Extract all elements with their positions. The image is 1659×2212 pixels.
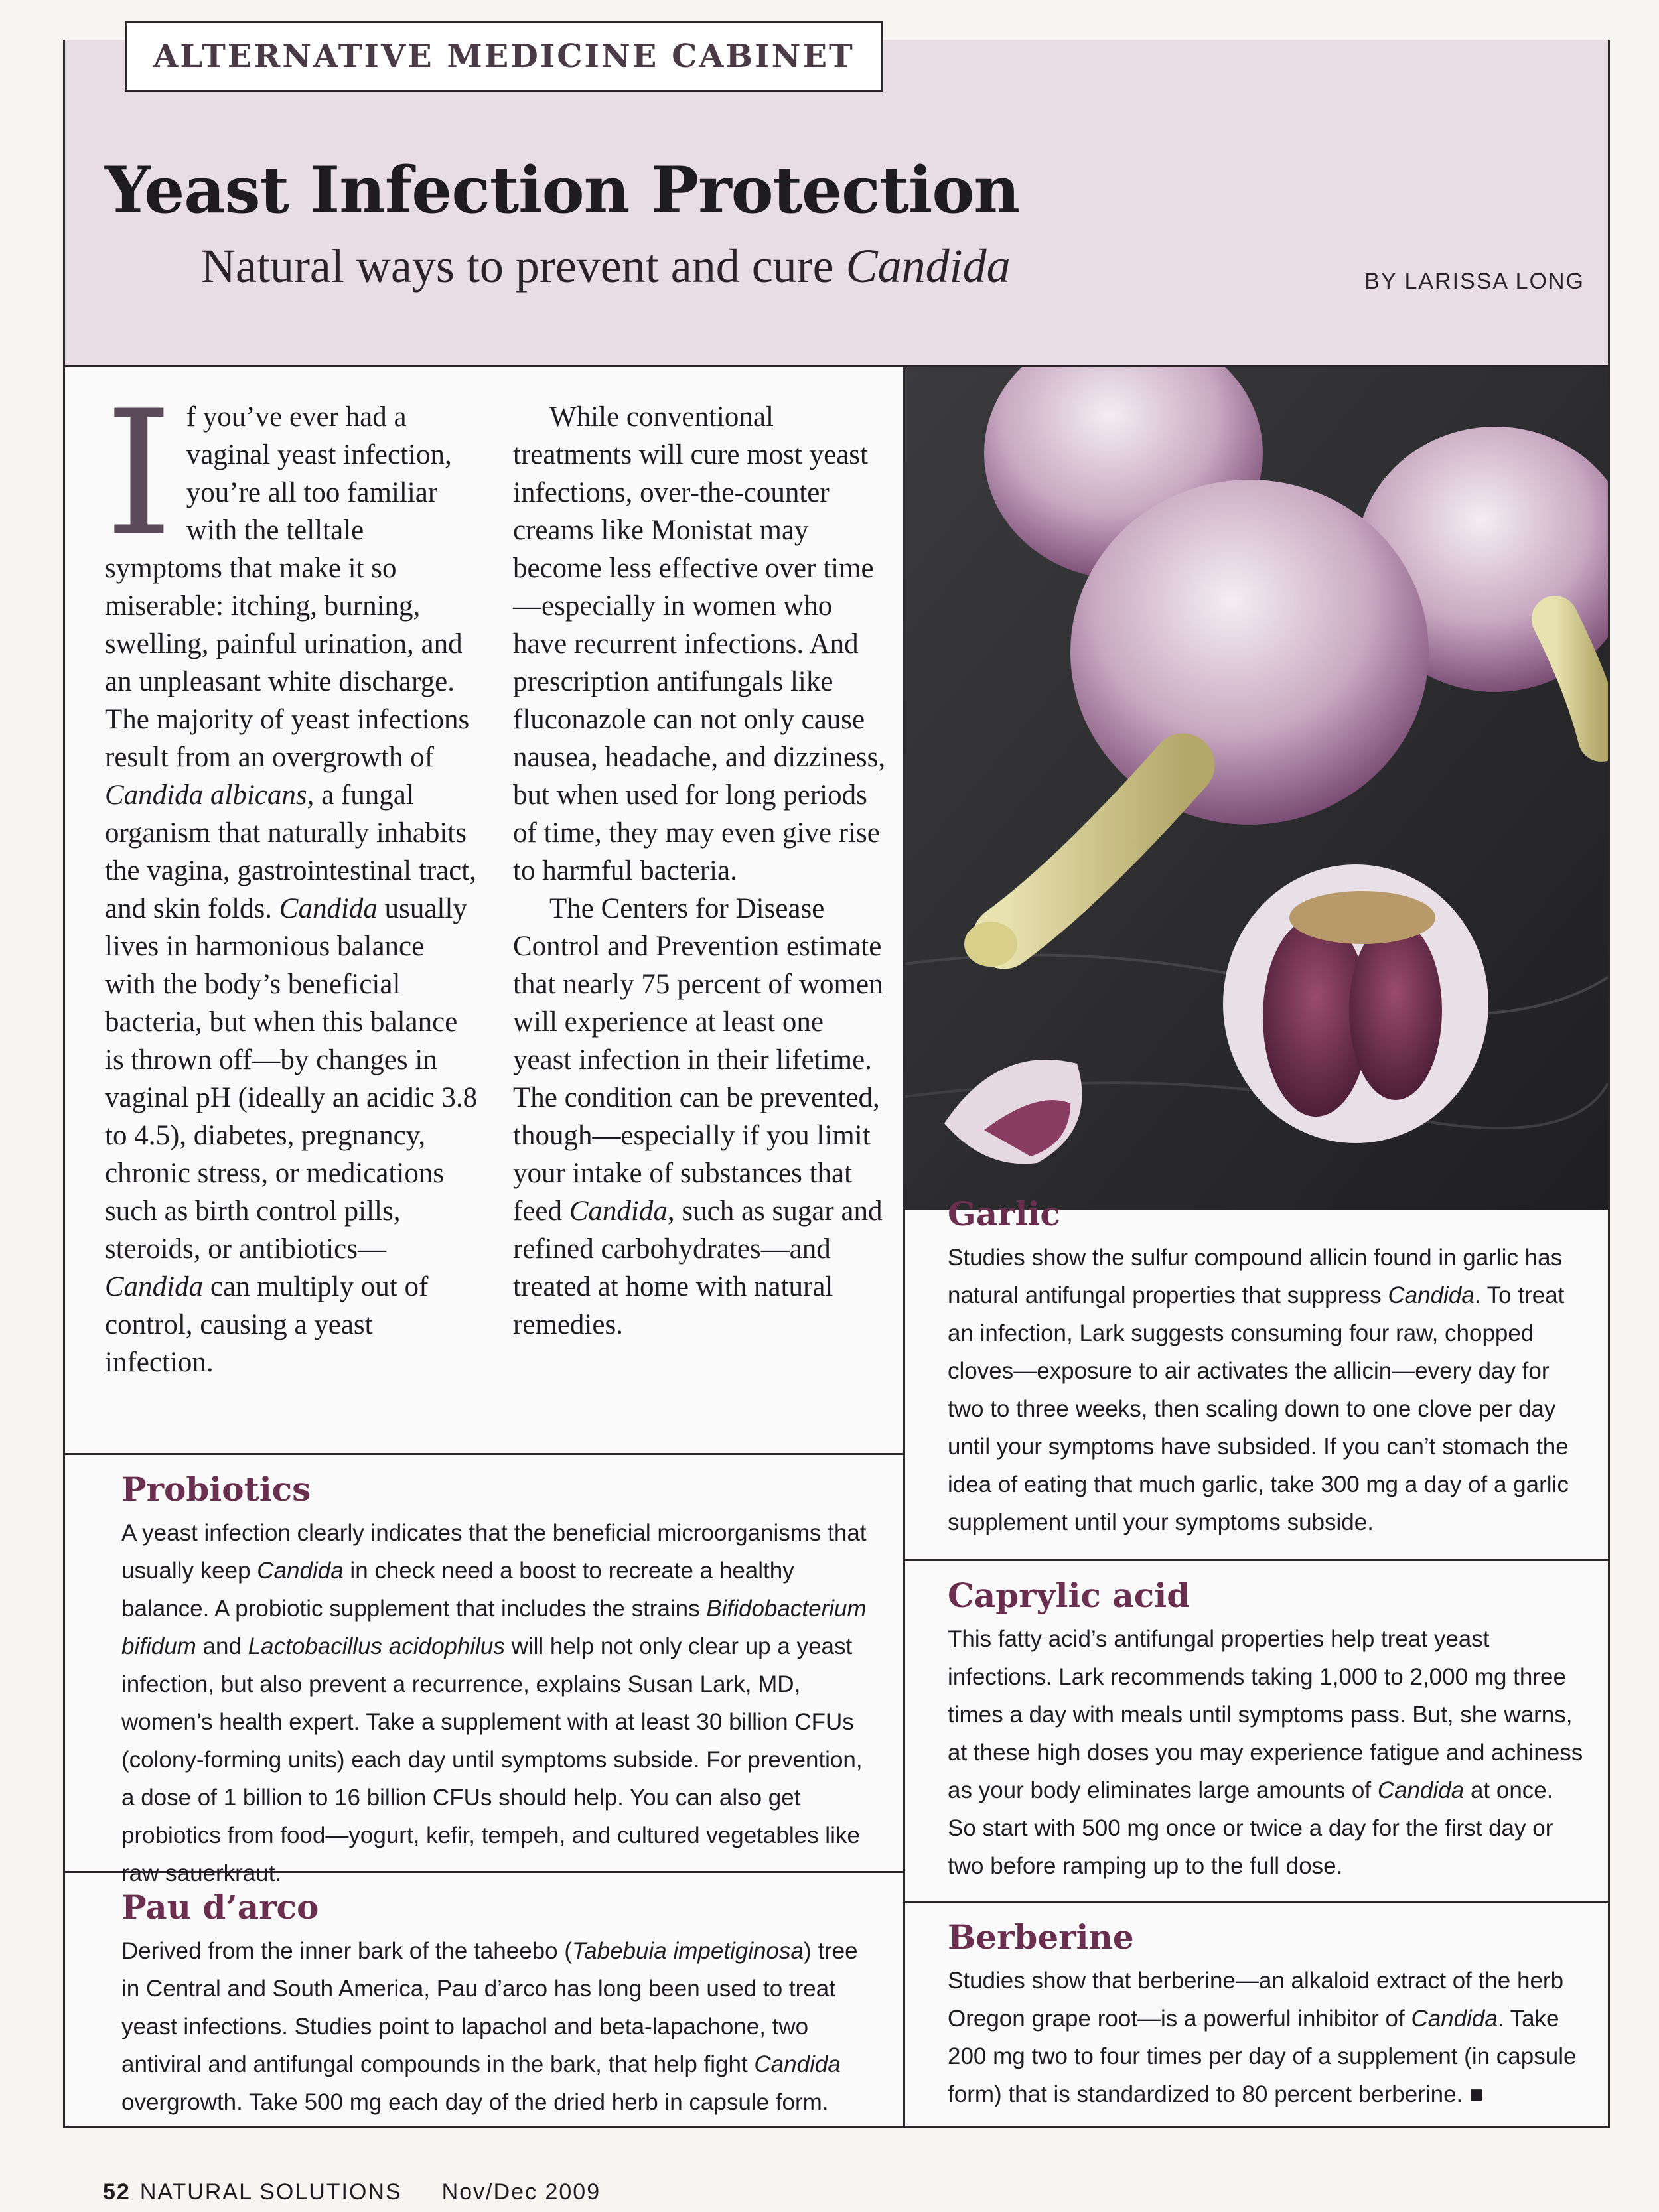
section-probiotics xyxy=(121,1470,871,1892)
page-number: 52 xyxy=(103,2179,131,2205)
intro-italic: Candida xyxy=(279,893,378,924)
body-italic: Lactobacillus acidophilus xyxy=(248,1633,505,1659)
garlic-photo xyxy=(904,367,1608,1210)
column-rule xyxy=(903,367,905,2126)
probiotics-body xyxy=(121,1514,871,1892)
body-text: will help not only clear up a yeast infection, but also prevent a recurrence, explains Susan Lark, MD, women’s health expert. Take a supplement with at least 30 billion CFUs (colony-forming units) each day until symptoms subside. For prevention, a dose of 1 billion to 16 billion CFUs should help. You can also get probiotics from food—yogurt, kefir, tempeh, and cultured vegetables like raw sauerkraut. xyxy=(121,1633,863,1886)
rule-caprylic-top xyxy=(904,1559,1608,1561)
caprylic-heading: Caprylic acid xyxy=(948,1576,1190,1615)
body-italic: Candida xyxy=(1411,2006,1498,2032)
section-berberine xyxy=(948,1917,1585,2113)
garlic-body xyxy=(948,1239,1585,1541)
garlic-heading: Garlic xyxy=(948,1194,1060,1233)
body-italic: Candida xyxy=(257,1558,344,1584)
issue-date: Nov/Dec 2009 xyxy=(441,2179,601,2205)
publication-name: NATURAL SOLUTIONS xyxy=(139,2179,402,2205)
body-text: at once. So start with 500 mg once or twice a day for the first day or two before ramping up to the full dose. xyxy=(948,1777,1553,1879)
intro-text-run: , a fungal organism that naturally inhabits the vagina, gastrointestinal tract, and skin folds. xyxy=(105,780,477,924)
intro-italic: Candida xyxy=(569,1196,668,1227)
byline: BY LARISSA LONG xyxy=(1364,269,1585,294)
article-header xyxy=(65,40,1608,367)
intro-text-run: The Centers for Disease Control and Prevention estimate that nearly 75 percent of women will experience at least one yeast infection in their lifetime. The condition can be prevented, though—especially if you limit your intake of substances that feed xyxy=(513,893,883,1227)
body-text: A yeast infection clearly indicates that the beneficial microorganisms that usually keep xyxy=(121,1520,867,1584)
body-text: in check need a boost to recreate a healthy balance. A probiotic supplement that includes the strains xyxy=(121,1558,794,1622)
subtitle-italic: Candida xyxy=(845,240,1011,293)
body-text: . Take 200 mg two to four times per day of a supplement (in capsule form) that is standardized to 80 percent berberine. xyxy=(948,2006,1577,2107)
rule-berberine-top xyxy=(904,1901,1608,1903)
page-footer xyxy=(103,2179,601,2205)
section-caprylic-acid xyxy=(948,1576,1585,1885)
intro-text xyxy=(105,374,888,1473)
caprylic-body xyxy=(948,1620,1585,1885)
body-italic: Candida xyxy=(1388,1282,1475,1308)
body-text: Studies show that berberine—an alkaloid extract of the herb Oregon grape root—is a powerful inhibitor of xyxy=(948,1968,1564,2032)
body-italic: Bifidobacterium bifidum xyxy=(121,1596,867,1659)
section-garlic xyxy=(948,1194,1585,1541)
intro-paragraph-1 xyxy=(105,374,480,1381)
pau-heading: Pau d’arco xyxy=(121,1888,319,1927)
end-mark-icon: ■ xyxy=(1469,2081,1484,2107)
garlic-illustration xyxy=(904,367,1608,1210)
intro-text-run: usually lives in harmonious balance with the body’s beneficial bacteria, but when this balance is thrown off—by changes in vaginal pH (ideally an acidic 3.8 to 4.5), diabetes, pregnancy, chronic stress, or medications such as birth control pills, steroids, or antibiotics— xyxy=(105,893,478,1265)
body-text: This fatty acid’s antifungal properties help treat yeast infections. Lark recommends taking 1,000 to 2,000 mg three times a day with meals until symptoms pass. But, she warns, at these high doses you may experience fatigue and achiness as your body eliminates large amounts of xyxy=(948,1626,1583,1803)
intro-text-run: , such as sugar and refined carbohydrates—and treated at home with natural remedies. xyxy=(513,1196,883,1340)
drop-cap: I xyxy=(105,374,173,575)
body-text: and xyxy=(196,1633,248,1659)
section-pau-darco xyxy=(121,1888,871,2121)
body-text: ) tree in Central and South America, Pau d’arco has long been used to treat yeast infections. Studies point to lapachol and beta-lapachone, two antiviral and antifungal compounds in the bark, that help fight xyxy=(121,1938,858,2077)
intro-paragraph-2: While conventional treatments will cure most yeast infections, over-the-counter creams like Monistat may become less effective over time—especially in women who have recurrent infections. And prescription antifungals like fluconazole can not only cause nausea, headache, and dizziness, but when used for long periods of time, they may even give rise to harmful bacteria. xyxy=(513,401,886,886)
berberine-body xyxy=(948,1962,1585,2113)
body-italic: Candida xyxy=(1377,1777,1465,1803)
magazine-page xyxy=(63,40,1610,2128)
pau-body xyxy=(121,1932,871,2121)
article-title: Yeast Infection Protection xyxy=(105,153,1020,228)
section-tag: ALTERNATIVE MEDICINE CABINET xyxy=(125,21,883,92)
intro-italic: Candida xyxy=(105,1271,204,1302)
body-italic: Candida xyxy=(754,2051,841,2077)
intro-text-run: f you’ve ever had a vaginal yeast infection, you’re all too familiar with the telltale symptoms that make it so miserable: itching, burning, swelling, painful urination, and an unpleasant white discharge. The majority of yeast infections result from an overgrowth of xyxy=(105,401,470,773)
subtitle-text: Natural ways to prevent and cure xyxy=(201,240,846,293)
probiotics-heading: Probiotics xyxy=(121,1470,311,1509)
intro-italic: Candida albicans xyxy=(105,780,307,811)
berberine-heading: Berberine xyxy=(948,1917,1134,1957)
body-text: overgrowth. Take 500 mg each day of the dried herb in capsule form. xyxy=(121,2089,829,2115)
article-subtitle xyxy=(201,239,1011,294)
body-text: Derived from the inner bark of the taheebo ( xyxy=(121,1938,572,1964)
body-text: . To treat an infection, Lark suggests consuming four raw, chopped cloves—exposure to air activates the allicin—every day for two to three weeks, then scaling down to one clove per day until your symptoms have subsided. If you can’t stomach the idea of eating that much garlic, take 300 mg a day of a garlic supplement until your symptoms subside. xyxy=(948,1282,1569,1535)
intro-paragraph-3 xyxy=(513,890,888,1344)
intro-text-run: can multiply out of control, causing a yeast infection. xyxy=(105,1271,429,1378)
body-italic: Tabebuia impetiginosa xyxy=(571,1938,804,1964)
body-text: Studies show the sulfur compound allicin found in garlic has natural antifungal properties that suppress xyxy=(948,1245,1563,1308)
